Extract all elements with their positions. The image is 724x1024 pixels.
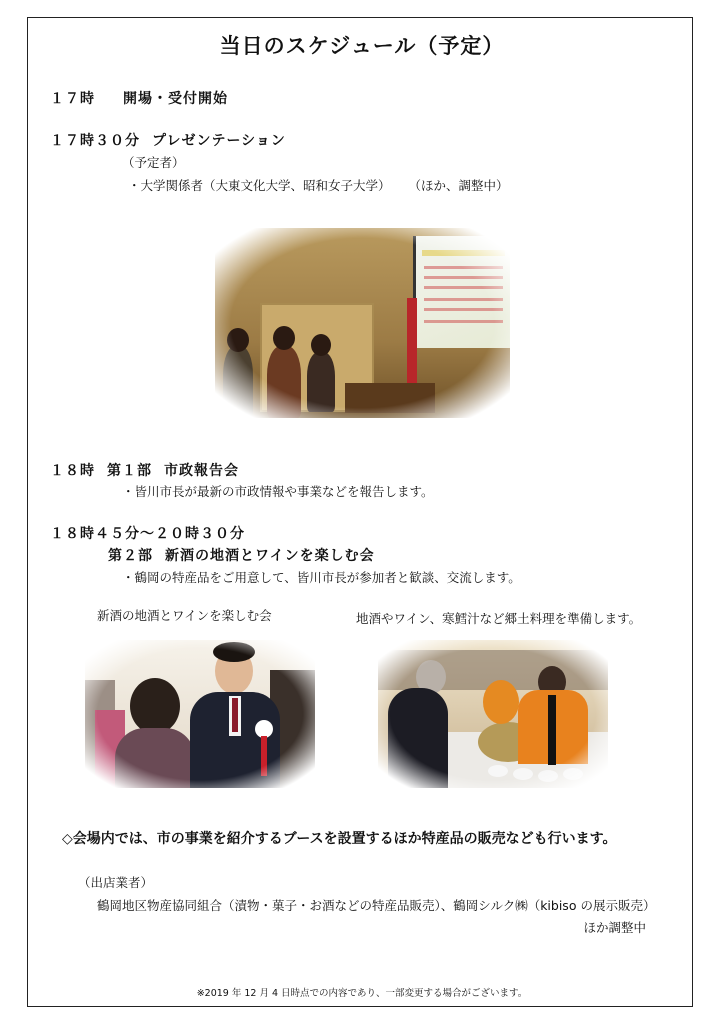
pres-time: １７時３０分: [50, 133, 140, 149]
presentation-photo: [215, 228, 510, 418]
vendors-note: ほか調整中: [583, 920, 646, 935]
part2-label: 第２部: [108, 548, 153, 564]
presenters-line: [128, 176, 509, 194]
footnote: ※2019 年 12 月 4 日時点での内容であり、一部変更する場合がございます。: [196, 988, 528, 999]
part1-desc: ・皆川市長が最新の市政情報や事業などを報告します。: [122, 484, 434, 499]
pres-label: プレゼンテーション: [152, 133, 286, 149]
part2-title: 新酒の地酒とワインを楽しむ会: [165, 548, 375, 564]
caption-left: 新酒の地酒とワインを楽しむ会: [97, 608, 272, 623]
vendors-line: 鶴岡地区物産協同組合（漬物・菓子・お酒などの特産品販売）、鶴岡シルク㈱（kibiso の展示販売）: [97, 898, 656, 913]
presenters-note: （ほか、調整中）: [408, 178, 509, 193]
part1-time: １８時: [50, 463, 95, 479]
open-time: １７時: [50, 91, 95, 107]
presenters-heading: （予定者）: [122, 155, 185, 170]
vendors-heading: （出店業者）: [78, 875, 154, 890]
schedule-presentation: [50, 130, 286, 150]
booth-notice: ◇会場内では、市の事業を紹介するブースを設置するほか特産品の販売なども行います。: [62, 831, 617, 847]
schedule-open: [50, 88, 228, 108]
schedule-part2: [108, 545, 375, 565]
reception-photo: [85, 640, 315, 788]
part2-desc: ・鶴岡の特産品をご用意して、皆川市長が参加者と歓談、交流します。: [122, 570, 521, 585]
presenters-names: ・大学関係者（大東文化大学、昭和女子大学）: [128, 178, 391, 193]
page-title: 当日のスケジュール（予定）: [219, 34, 505, 58]
food-photo: [378, 640, 608, 788]
part1-title: 市政報告会: [164, 463, 239, 479]
open-label: 開場・受付開始: [123, 91, 228, 107]
caption-right: 地酒やワイン、寒鱈汁など郷土料理を準備します。: [356, 611, 642, 626]
schedule-part1: [50, 460, 239, 480]
part1-label: 第１部: [107, 463, 152, 479]
part2-time: １８時４５分～２０時３０分: [50, 526, 245, 542]
